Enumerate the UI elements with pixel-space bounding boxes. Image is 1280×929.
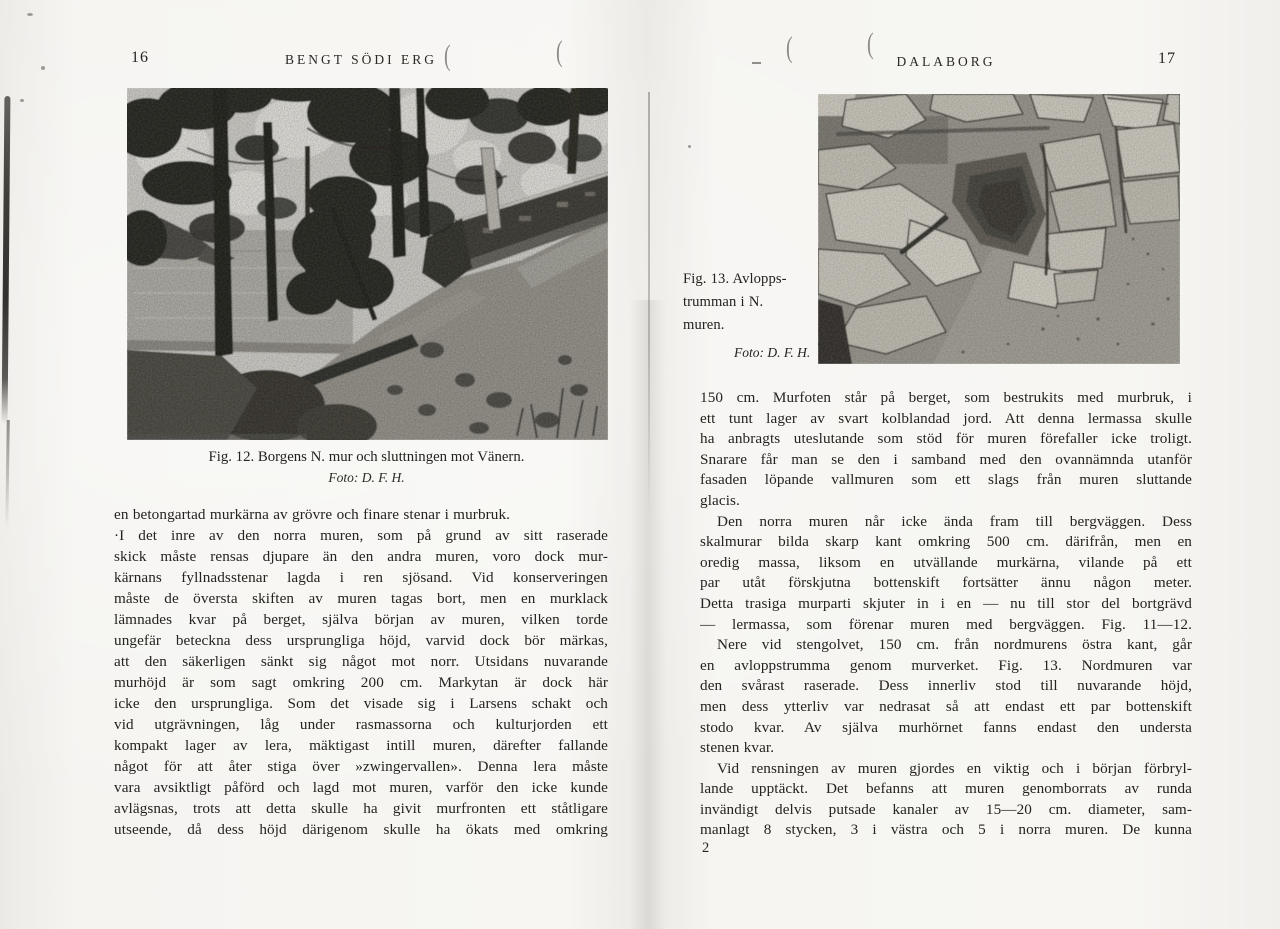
text-line: måste de översta skiften av muren tagas bort, men en murklack [114, 590, 608, 607]
scan-speck [688, 145, 691, 148]
scan-edge-artifact [2, 96, 11, 424]
text-line: icke den ursprungliga. Som det visade sig i Larsens schakt och [114, 695, 608, 712]
figure-12-photo [127, 88, 608, 440]
text-line: lande upptäckt. Det befanns att muren genomborrats av runda [700, 780, 1192, 798]
text-line: något för att åter stiga över »zwingervallen». Denna lera måste [114, 758, 608, 775]
text-line: kompakt lager av lera, mäktigast intill muren, därefter fallande [114, 737, 608, 754]
text-line: en betongartad murkärna av grövre och finare stenar i murbruk. [114, 506, 511, 523]
figure-13-credit: Foto: D. F. H. [734, 345, 811, 360]
text-line: fasaden löpande vallmuren som ett slags från muren sluttande [700, 471, 1192, 489]
text-line: den svårast raserade. Dess innerliv stod till nuvarande höjd, [700, 677, 1192, 695]
text-line: — lermassa, som förenar muren med bergväggen. Fig. 11—12. [700, 615, 1192, 633]
page-number-left: 16 [131, 49, 149, 66]
text-line: murhöjd är som sagt omkring 200 cm. Markytan är dock här [114, 674, 608, 691]
text-line: lämnades kvar på berget, själva början av muren, vilken torde [114, 611, 608, 628]
text-line: manlagt 8 stycken, 3 i västra och 5 i norra muren. De kunna [700, 821, 1192, 839]
print-artifact-paren: ( [444, 39, 451, 73]
text-line: utseende, då dess höjd därigenom skulle ha ökats med omkring [114, 821, 608, 838]
text-line: skalmurar bilda skarp kant omkring 500 cm. därifrån, men en [700, 533, 1192, 551]
figure-13-photo [818, 94, 1180, 364]
text-line: Snarare får man se den i samband med den ovannämnda utanför [700, 450, 1192, 468]
text-line: Fig. 13. Avlopps- [683, 271, 787, 287]
text-line: en avloppstrumma genom murverket. Fig. 13. Nordmuren var [700, 656, 1192, 674]
text-line: Den norra muren når icke ända fram till bergväggen. Dess [717, 512, 1192, 530]
figure-12-caption: Fig. 12. Borgens N. mur och sluttningen mot Vänern. [208, 449, 525, 465]
signature-mark: 2 [702, 840, 710, 856]
running-header-right: DALABORG [896, 54, 996, 69]
text-line: ett tunt lager av svart kolblandad jord. Att denna lermassa skulle [700, 409, 1192, 427]
print-artifact-paren: ( [867, 27, 874, 61]
masonry-photo [818, 94, 1180, 364]
text-line: ha anbragts uteslutande som stöd för muren förefaller icke troligt. [700, 430, 1192, 448]
print-artifact-paren: ( [786, 31, 793, 65]
scan-speck [41, 66, 45, 70]
print-artifact-paren: ( [556, 35, 563, 69]
page-number-right: 17 [1158, 50, 1176, 67]
scan-speck [20, 99, 24, 102]
text-line: trumman i N. [683, 294, 764, 310]
text-line: 150 cm. Murfoten står på berget, som bestrukits med murbruk, i [700, 389, 1192, 406]
text-line: ungefär beteckna dess ursprungliga höjd, varvid dock bör märkas, [114, 632, 608, 649]
text-line: men dess ytterliv var nedrasat så att endast ett par bottenskift [700, 697, 1192, 715]
text-line: glacis. [700, 491, 740, 509]
text-line: Vid rensningen av muren gjordes en viktig och i början förbryl- [717, 759, 1192, 777]
figure-12-credit: Foto: D. F. H. [328, 470, 405, 485]
right-page-body [700, 388, 1192, 841]
text-line: par utåt förskjutna bottenskift fortsätter ännu någon meter. [700, 574, 1192, 592]
text-line: kärnans fyllnadsstenar lagda i ren sjösand. Vid konserveringen [114, 569, 608, 586]
left-page-body [114, 504, 608, 840]
text-line: skick måste rensas djupare än den andra muren, voro dock mur- [114, 548, 608, 565]
landscape-photo [127, 88, 608, 440]
text-line: oredig massa, liksom en utvällande murkärna, vilande på ett [700, 553, 1192, 571]
text-line: vara avsiktligt påförd och lagd mot muren, varför den icke kunde [114, 779, 608, 796]
text-line: invändigt delvis putsade kanaler av 15—20 cm. diameter, sam- [700, 800, 1192, 818]
text-line: stenen kvar. [700, 739, 775, 757]
scan-edge-artifact-tail [5, 420, 10, 530]
page-gutter-shadow [630, 300, 666, 929]
text-line: Nere vid stengolvet, 150 cm. från nordmurens östra kant, går [717, 636, 1192, 654]
text-line: Detta trasiga murparti skjuter in i en — nu till stor del bortgrävd [700, 594, 1192, 612]
text-line: muren. [683, 317, 725, 333]
text-line: stodo kvar. Av själva murhörnet fanns endast den understa [700, 718, 1192, 736]
figure-13-caption [683, 268, 813, 337]
text-line: vid utgrävningen, låg under rasmassorna och kulturjorden ett [114, 716, 608, 733]
running-header-left: BENGT SÖDI ERG [284, 52, 437, 67]
text-line: avlägsnas, trots att detta skulle ha givit murfronten ett ståtligare [114, 800, 608, 817]
scan-speck [27, 13, 33, 16]
text-line: ·I det inre av den norra muren, som på grund av sitt raserade [114, 527, 608, 544]
text-line: att den säkerligen sänkt sig något mot norr. Utsidans nuvarande [114, 653, 608, 670]
